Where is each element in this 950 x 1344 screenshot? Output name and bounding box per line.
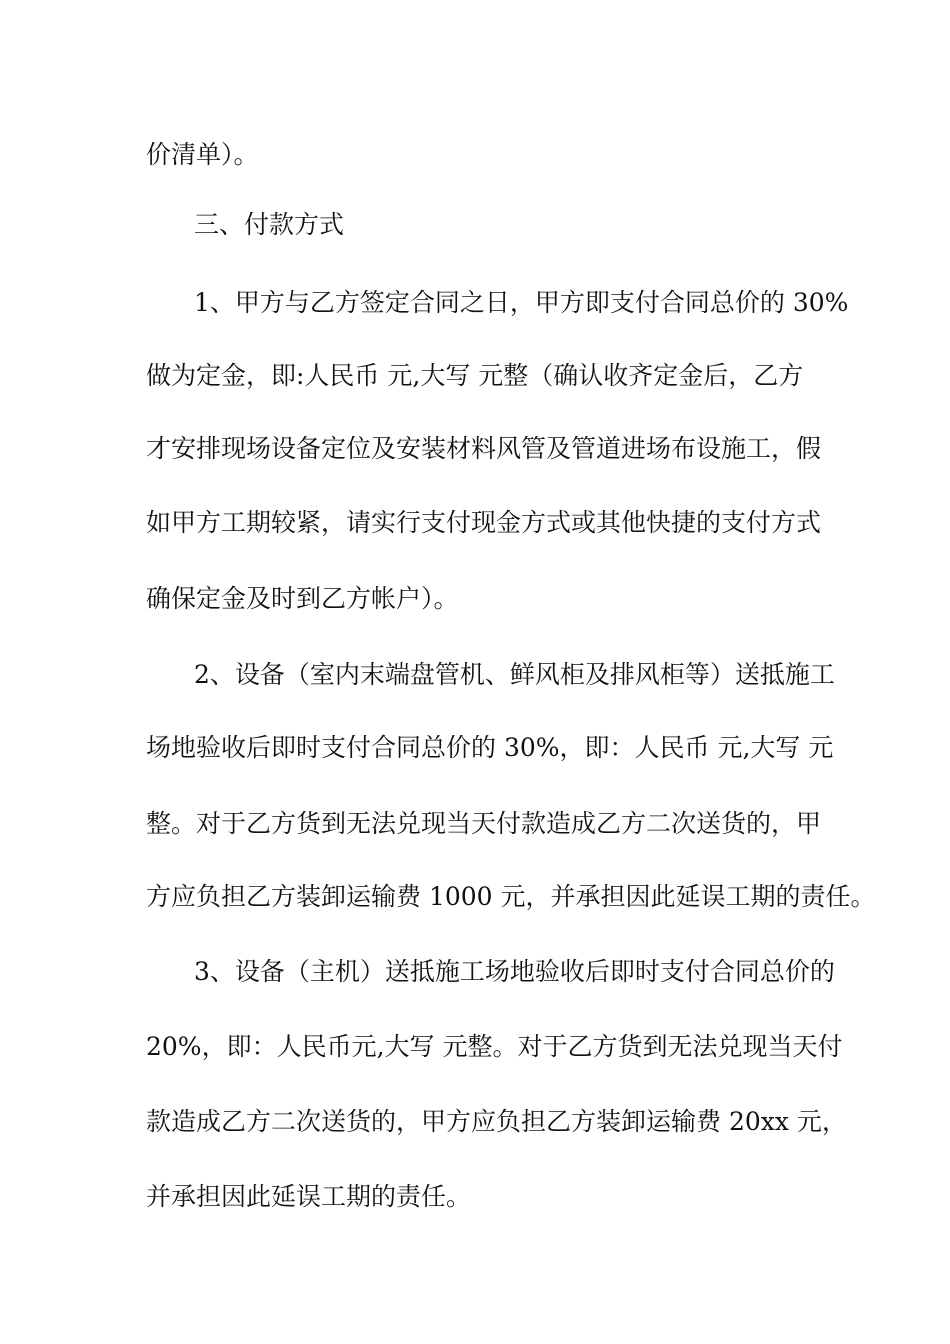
text-line-7: 确保定金及时到乙方帐户）。 <box>146 584 459 613</box>
text-line-1: 价清单）。 <box>146 140 259 169</box>
text-line-9: 场地验收后即时支付合同总价的 30%，即：人民币 元,大写 元 <box>146 733 834 762</box>
text-line-4: 做为定金，即:人民币 元,大写 元整（确认收齐定金后，乙方 <box>146 361 804 390</box>
text-line-8: 2、设备（室内末端盘管机、鲜风柜及排风柜等）送抵施工 <box>194 660 835 689</box>
text-line-13: 20%，即：人民币元,大写 元整。对于乙方货到无法兑现当天付 <box>146 1032 843 1061</box>
text-line-12: 3、设备（主机）送抵施工场地验收后即时支付合同总价的 <box>194 957 835 986</box>
text-line-11: 方应负担乙方装卸运输费 1000 元，并承担因此延误工期的责任。 <box>146 882 876 911</box>
text-line-14: 款造成乙方二次送货的，甲方应负担乙方装卸运输费 20xx 元， <box>146 1107 847 1136</box>
text-line-6: 如甲方工期较紧，请实行支付现金方式或其他快捷的支付方式 <box>146 508 822 537</box>
text-line-10: 整。对于乙方货到无法兑现当天付款造成乙方二次送货的，甲 <box>146 809 822 838</box>
section-heading-payment: 三、付款方式 <box>194 210 345 239</box>
text-line-5: 才安排现场设备定位及安装材料风管及管道进场布设施工，假 <box>146 434 822 463</box>
text-line-3: 1、甲方与乙方签定合同之日，甲方即支付合同总价的 30% <box>194 288 849 317</box>
text-line-15: 并承担因此延误工期的责任。 <box>146 1182 472 1211</box>
